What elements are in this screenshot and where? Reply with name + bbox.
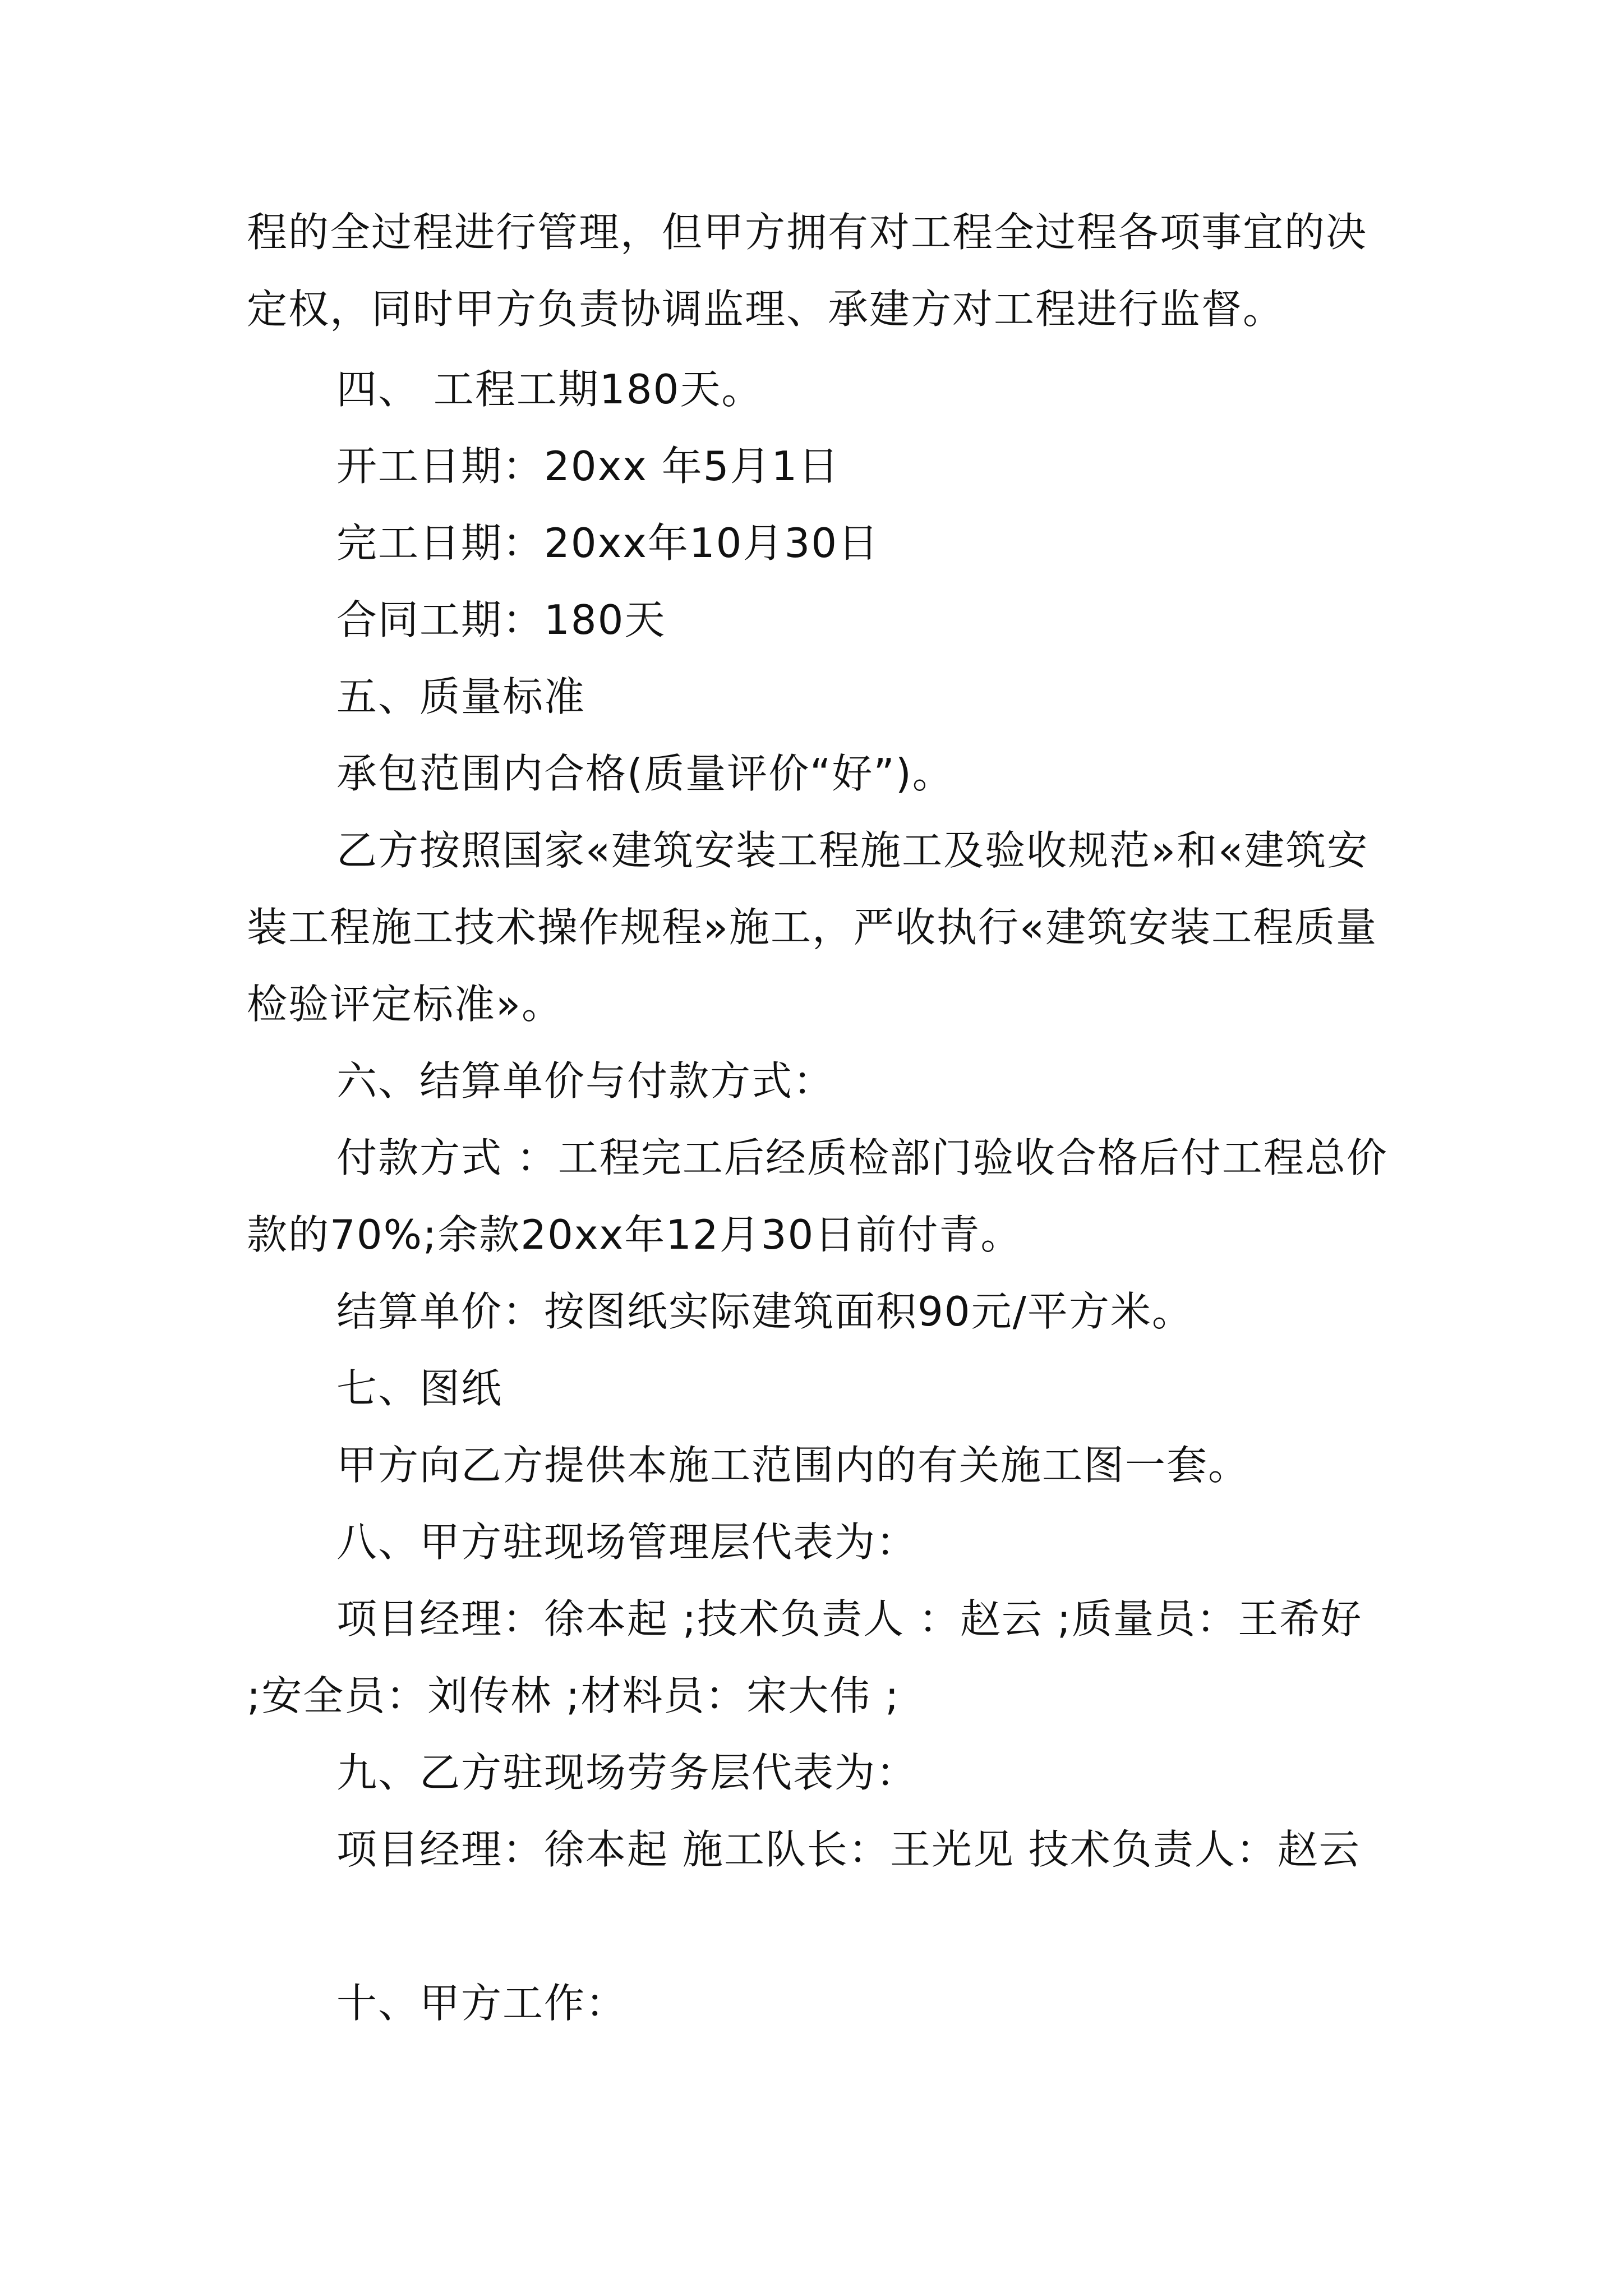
paragraph-section-5-heading: 五、质量标准 bbox=[336, 673, 586, 720]
paragraph-contract-duration: 合同工期：180天 bbox=[336, 596, 666, 643]
paragraph-completion-date: 完工日期：20xx年10月30日 bbox=[336, 519, 880, 567]
paragraph-section-9-heading: 九、乙方驻现场劳务层代表为： bbox=[336, 1749, 918, 1796]
paragraph-quality-standards: 乙方按照国家«建筑安装工程施工及验收规范»和«建筑安装工程施工技术操作规程»施工，严收执行«建筑安装工程质量检验评定标准»。 bbox=[247, 827, 1378, 1028]
paragraph-management-authority: 程的全过程进行管理，但甲方拥有对工程全过程各项事宜的决定权，同时甲方负责协调监理、承建方对工程进行监督。 bbox=[247, 209, 1368, 333]
paragraph-section-6-heading: 六、结算单价与付款方式： bbox=[336, 1057, 835, 1105]
paragraph-quality-scope: 承包范围内合格(质量评价“好”)。 bbox=[336, 750, 954, 797]
paragraph-section-8-heading: 八、甲方驻现场管理层代表为： bbox=[336, 1519, 918, 1566]
paragraph-party-b-representatives: 项目经理：徐本起 施工队长：王光见 技术负责人：赵云 bbox=[336, 1826, 1361, 1873]
paragraph-start-date: 开工日期：20xx 年5月1日 bbox=[336, 443, 840, 490]
paragraph-unit-price: 结算单价：按图纸实际建筑面积90元/平方米。 bbox=[336, 1288, 1193, 1335]
paragraph-section-4-duration: 四、 工程工期180天。 bbox=[336, 366, 763, 413]
paragraph-drawings: 甲方向乙方提供本施工范围内的有关施工图一套。 bbox=[336, 1442, 1250, 1489]
paragraph-section-7-heading: 七、图纸 bbox=[336, 1365, 503, 1412]
paragraph-payment-method: 付款方式 ：工程完工后经质检部门验收合格后付工程总价款的70%;余款20xx年12月30日前付青。 bbox=[247, 1134, 1388, 1258]
paragraph-party-a-representatives: 项目经理：徐本起 ;技术负责人 ：赵云 ;质量员：王希好 ;安全员：刘传林 ;材料员：宋大伟 ; bbox=[247, 1595, 1363, 1719]
paragraph-section-10-heading: 十、甲方工作： bbox=[336, 1980, 628, 2027]
